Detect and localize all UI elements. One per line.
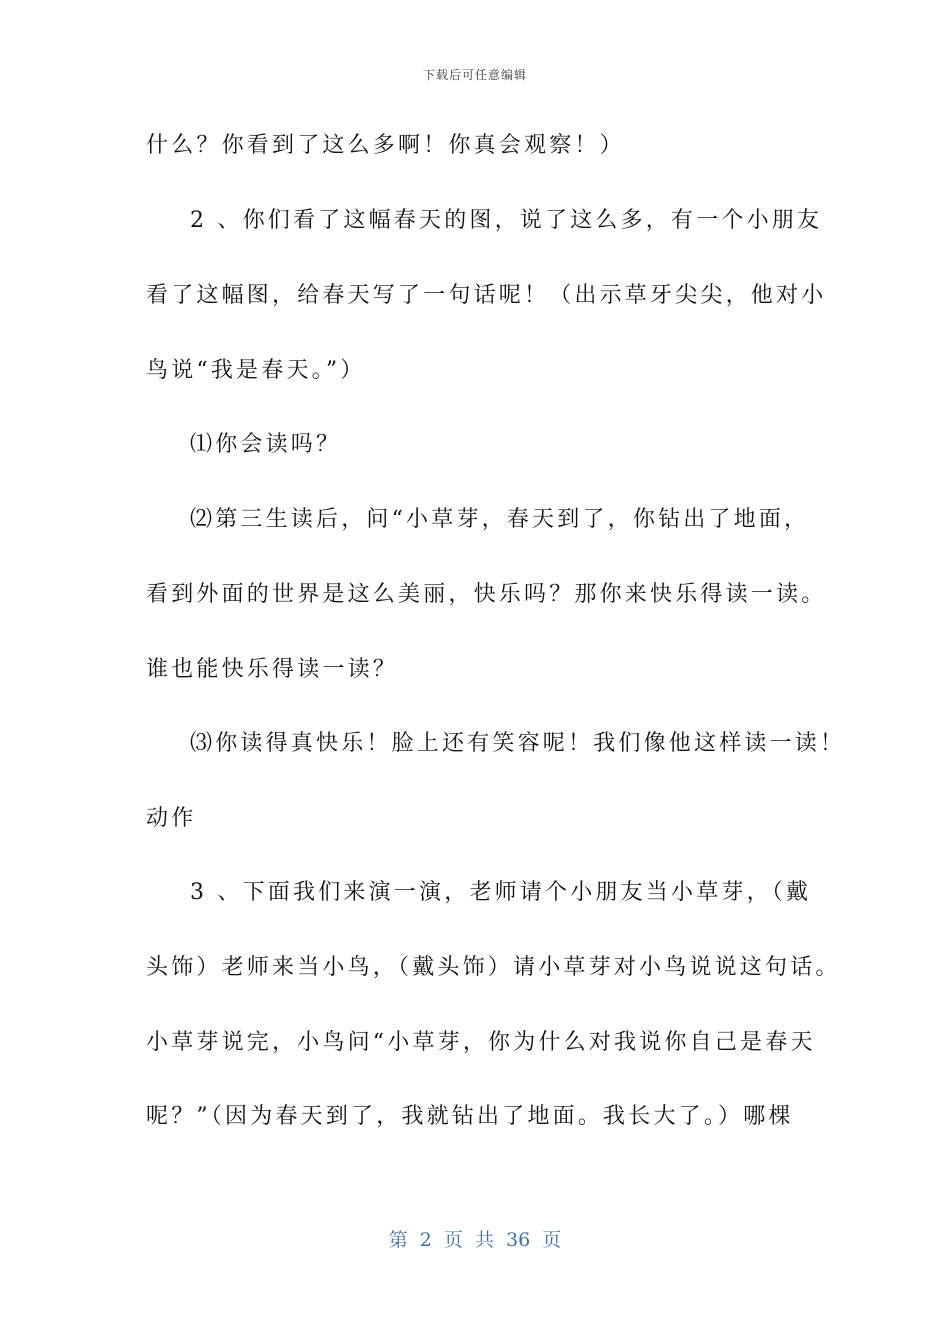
text-line: 什么？你看到了这么多啊！你真会观察！） [146,133,625,158]
text-line: 头饰）老师来当小鸟，（戴头饰）请小草芽对小鸟说说这句话。 [146,955,841,980]
text-line: 动作 [146,806,197,831]
text-line: 鸟说“我是春天。”） [146,358,366,383]
text-line: 呢？”（因为春天到了，我就钻出了地面。我长大了。）哪棵 [146,1104,794,1129]
text-line: 谁也能快乐得读一读？ [146,657,399,682]
text-line: ⑶你读得真快乐！脸上还有笑容呢！我们像他这样读一读！ [190,731,846,756]
text-line: 看到外面的世界是这么美丽，快乐吗？那你来快乐得读一读。 [146,582,827,607]
text-line: 小草芽说完，小鸟问“小草芽，你为什么对我说你自己是春天 [146,1030,816,1055]
page-number-footer: 第 2 页 共 36 页 [388,1229,562,1251]
text-line: ⑵第三生读后，问“小草芽，春天到了，你钻出了地面， [190,507,810,532]
text-line: 看了这幅图，给春天写了一句话呢！（出示草牙尖尖，他对小 [146,283,827,308]
text-line: 2 、你们看了这幅春天的图，说了这么多，有一个小朋友 [190,208,823,233]
text-line: 3 、下面我们来演一演，老师请个小朋友当小草芽，（戴 [190,880,812,905]
text-line: ⑴你会读吗？ [190,432,342,457]
page-header: 下载后可任意编辑 [422,68,527,82]
